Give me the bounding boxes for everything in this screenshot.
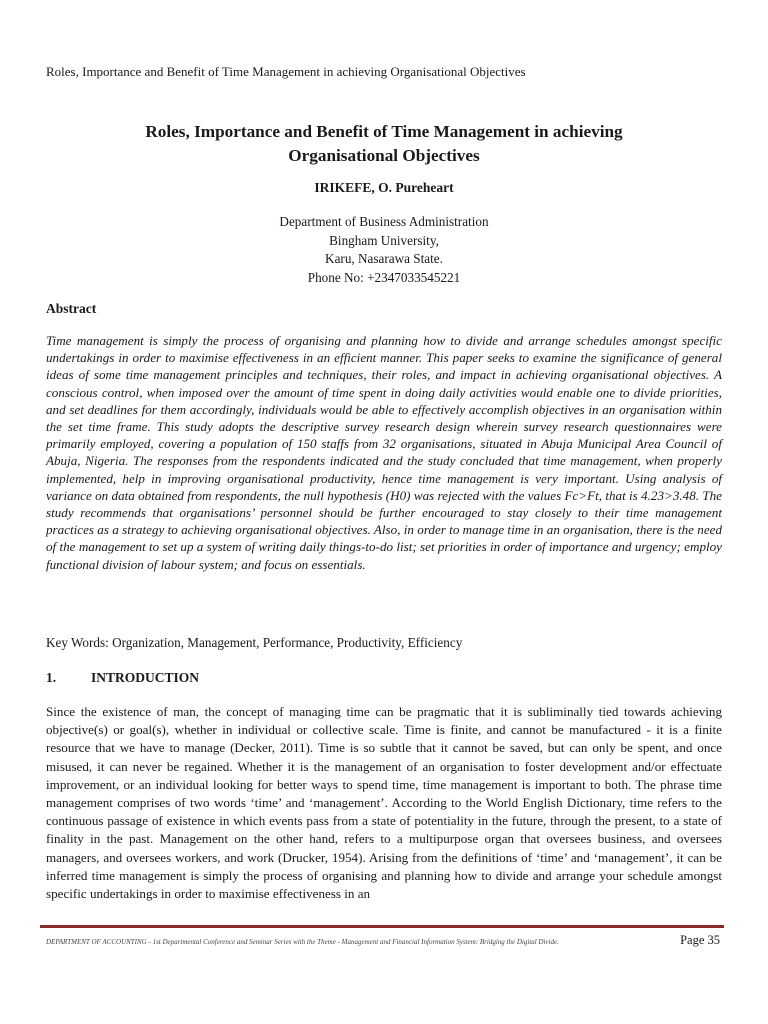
abstract-text: Time management is simply the process of organising and planning how to divide and arrange schedules amongst specific undertakings in order to maximise effectiveness in an efficient manner. This paper seeks to examine the significance of general ideas of some time management principles and techniques, their roles, and impact in achieving organisational objectives. A conscious control, when imposed over the amount of time spent in doing daily activities would enable one to divide priorities, and set deadlines for them accordingly, individuals would be able to effectively accomplish objectives in an organisation within the set time frame. This study adopts the descriptive survey research design wherein survey research questionnaires were primarily employed, covering a population of 150 staffs from 32 organisations, situated in Abuja Municipal Area Council of Abuja, Nigeria. The responses from the respondents indicated and the study concluded that time management, when properly implemented, help in improving organisational productivity, hence time management is very important. Using analysis of variance on data obtained from respondents, the null hypothesis (H0) was rejected with the values Fc>Ft, that is 4.23>3.48. The study recommends that organisations’ personnel should be further encouraged to stay closely to their time management practices as a strategy to achieving organisational objectives. Also, in order to manage time in an organisation, there is the need of the management to set up a system of writing daily things-to-do list; set priorities in order of importance and urgency; employ functional division of labour system; and focus on essentials. — [46, 333, 722, 572]
affiliation-location: Karu, Nasarawa State. — [325, 251, 443, 266]
affiliation-university: Bingham University, — [329, 232, 439, 248]
section-heading — [46, 670, 199, 686]
introduction-text: Since the existence of man, the concept of managing time can be pragmatic that it is subliminally tied towards achieving objective(s) or goal(s), whether in individual or collective scale. Time is finite, and cannot be manufactured - it is a finite resource that we have to manage (Decker, 2011). Time is so subtle that it cannot be saved, but can only be spent, and once misused, it can never be regained. Whether it is the management of an organisation to foster development and/or effectuate improvement, or an individual looking for better ways to spend time, time management is important to both. The phrase time management comprises of two words ‘time’ and ‘management’. According to the World English Dictionary, time refers to the continuous passage of existence in which events pass from a state of potentiality in the future, through the present, to a state of finality in the past. Management on the other hand, refers to a multipurpose organ that oversees business, and oversees managers, and oversees workers, and work (Drucker, 1954). Arising from the definitions of ‘time’ and ‘management’, it can be inferred time management is simply the process of organising and planning how to divide and arrange your schedule amongst specific undertakings in order to maximise effectiveness in an — [46, 704, 722, 902]
section-title: INTRODUCTION — [91, 670, 200, 685]
affiliation-phone: Phone No: +2347033545221 — [307, 269, 461, 285]
abstract-heading: Abstract — [46, 301, 97, 316]
footer-text: DEPARTMENT OF ACCOUNTING - 1st Departmental Conference and Seminar Series with the Theme - Management and Financial Information System: Bridging the Digital Divide. — [46, 938, 559, 946]
title-line-2: Organisational Objectives — [288, 146, 480, 165]
affiliation — [0, 213, 768, 287]
running-head: Roles, Importance and Benefit of Time Management in achieving Organisational Objectives — [46, 64, 526, 79]
section-number: 1. — [46, 670, 57, 685]
keywords: Key Words: Organization, Management, Performance, Productivity, Efficiency — [46, 635, 463, 650]
author-name: IRIKEFE, O. Pureheart — [314, 180, 454, 195]
affiliation-department: Department of Business Administration — [279, 214, 489, 229]
paper-title — [60, 120, 708, 168]
footer-rule — [40, 925, 724, 928]
title-line-1: Roles, Importance and Benefit of Time Management in achieving — [145, 122, 623, 141]
page-number: Page 35 — [680, 933, 720, 947]
